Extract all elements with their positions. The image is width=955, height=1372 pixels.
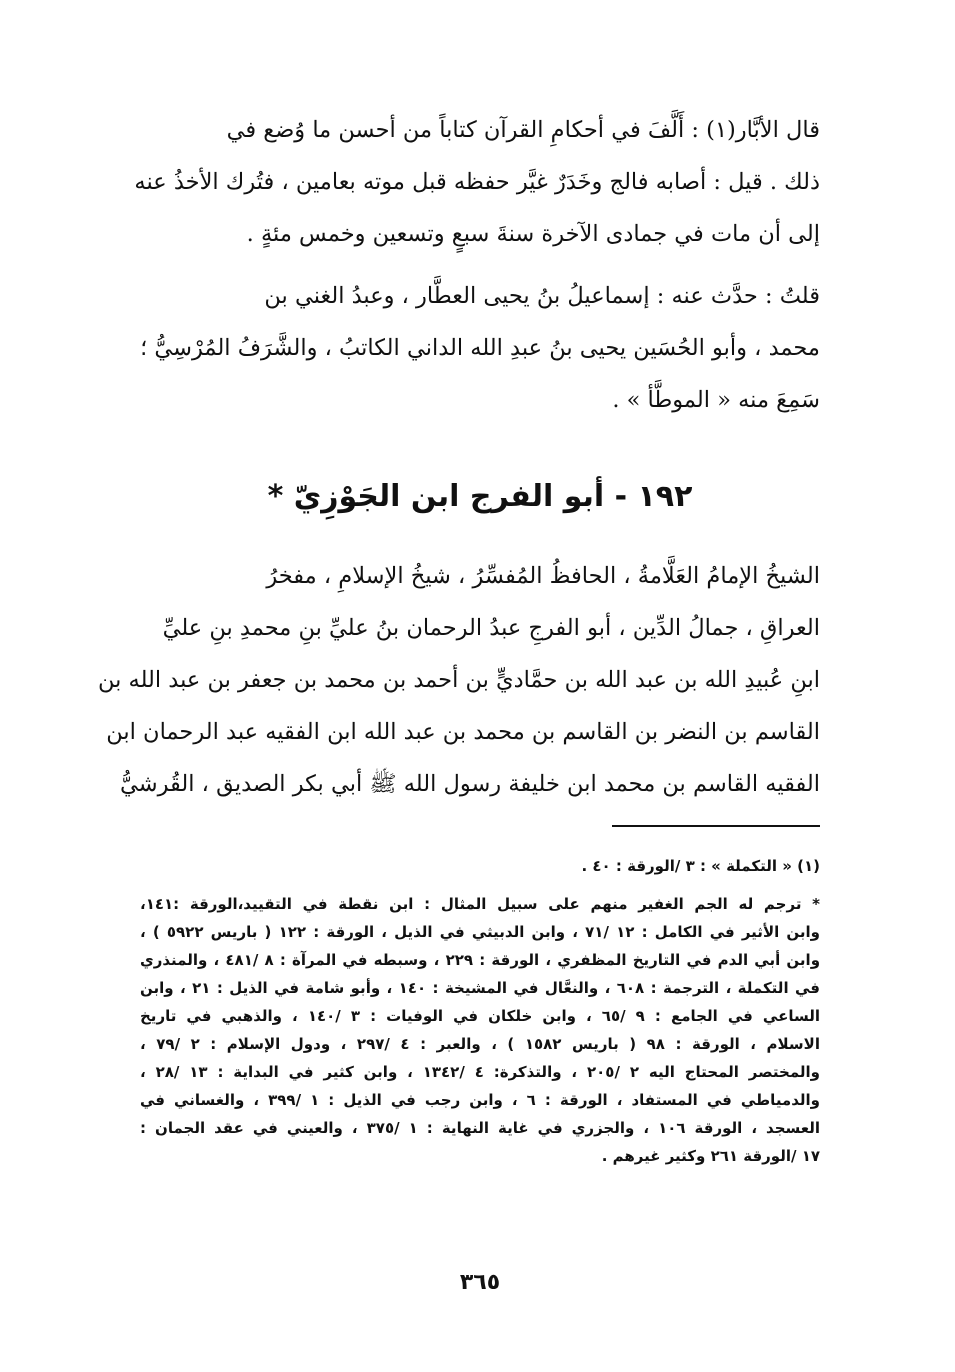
footnote-line: وابن الأثير في الكامل : ١٢ /٧١ ، وابن الدبيثي في الذيل ، الورقة : ١٢٢ ( باريس ٥٩٢٢ ) ، <box>140 923 821 941</box>
text-line: القاسم بن النضر بن القاسم بن محمد بن عبد الله ابن الفقيه عبد الرحمان ابن <box>106 719 820 745</box>
footnote-line: الاسلام ، الورقة : ٩٨ ( باريس ١٥٨٢ ) ، والعبر : ٤ /٢٩٧ ، ودول الإسلام : ٢ /٧٩ ، <box>140 1035 820 1053</box>
footnote-line: العسجد ، الورقة ١٠٦ ، والجزري في غاية النهاية : ١ /٣٧٥ ، والعيني في عقد الجمان : <box>140 1119 821 1137</box>
footnote-1: (١) « التكملة » : ٣ /الورقة : ٤٠ . <box>581 857 820 875</box>
paragraph-biography <box>97 550 820 810</box>
footnote-line: في التكملة ، الترجمة : ٦٠٨ ، والنعَّال في المشيخة : ١٤٠ ، وأبو شامة في الذيل : ٢١ ، وابن <box>140 979 820 997</box>
footnote-line: * ترجم له الجم الغفير منهم على سبيل المثال : ابن نقطة في التقييد،الورقة :١٤١، <box>140 895 820 913</box>
paragraph-narrators <box>140 270 820 426</box>
text-line: الشيخُ الإمامُ العَلَّامةُ ، الحافظُ المُفسِّرُ ، شيخُ الإسلامِ ، مفخرُ <box>266 563 820 589</box>
text-line: محمد ، وأبو الحُسَين يحيى بنُ عبدِ الله الداني الكاتبُ ، والشَّرَفُ المُرْسِيُّ ؛ <box>140 335 820 361</box>
footnote-line: ١٧ /الورقة ٢٦١ وكثير غيرهم . <box>601 1147 820 1165</box>
text-line: الفقيه القاسم بن محمد ابن خليفة رسول الله ﷺ أبي بكر الصديق ، القُرشيُّ <box>120 771 820 797</box>
continuation-text <box>134 104 820 426</box>
book-page <box>97 100 821 1340</box>
text-line: قال الأبَّار(١) : أَلَّفَ في أحكامِ القرآن كتاباً من أحسن ما وُضع في <box>226 117 820 143</box>
section-heading: ١٩٢ - أبو الفرج ابن الجَوْزِيّ * <box>267 479 693 514</box>
footnote-line: والدمياطي في المستفاد ، الورقة : ٦ ، وابن رجب في الذيل : ١ /٣٩٩ ، والغساني في <box>140 1091 820 1109</box>
text-line: قلتُ : حدَّث عنه : إسماعيلُ بنُ يحيى العطَّار ، وعبدُ الغني بن <box>264 283 820 309</box>
footnote-line: الساعي في الجامع : ٩ /٦٥ ، وابن خلكان في الوفيات : ٣ /١٤٠ ، والذهبي في تاريخ <box>140 1007 820 1025</box>
text-line: إلى أن مات في جمادى الآخرة سنةَ سبعٍ وتسعين وخمس مئةٍ . <box>246 221 820 247</box>
text-line: ذلك . قيل : أصابه فالج وخَدَرٌ غيَّر حفظه قبل موته بعامين ، فتُرك الأخذُ عنه <box>134 169 820 195</box>
text-line: ابنِ عُبيدِ الله بن عبد الله بن حمَّاديٍّ بن أحمد بن محمد بن جعفر بن عبد الله بن <box>97 667 820 693</box>
paragraph-abbar-quote <box>134 104 820 260</box>
text-line: سَمِعَ منه « الموطَّأ » . <box>612 387 820 413</box>
footnote-separator <box>612 825 820 827</box>
footnotes <box>140 852 820 1170</box>
page-number: ٣٦٥ <box>459 1270 501 1295</box>
footnote-line: والمختصر المحتاج اليه ٢ /٢٠٥ ، والتذكرة: ٤ /١٣٤٢ ، وابن كثير في البداية : ١٣ /٢٨ ، <box>140 1063 820 1081</box>
biography-text <box>97 550 820 810</box>
footnote-line: وابن أبي الدم في التاريخ المظفري ، الورقة : ٢٢٩ ، وسبطه في المرآة : ٨ /٤٨١ ، والمنذري <box>140 951 821 969</box>
text-line: العراقِ ، جمالُ الدِّين ، أبو الفرجِ عبدُ الرحمان بنُ عليِّ بنِ محمدِ بنِ عليِّ <box>162 615 820 641</box>
